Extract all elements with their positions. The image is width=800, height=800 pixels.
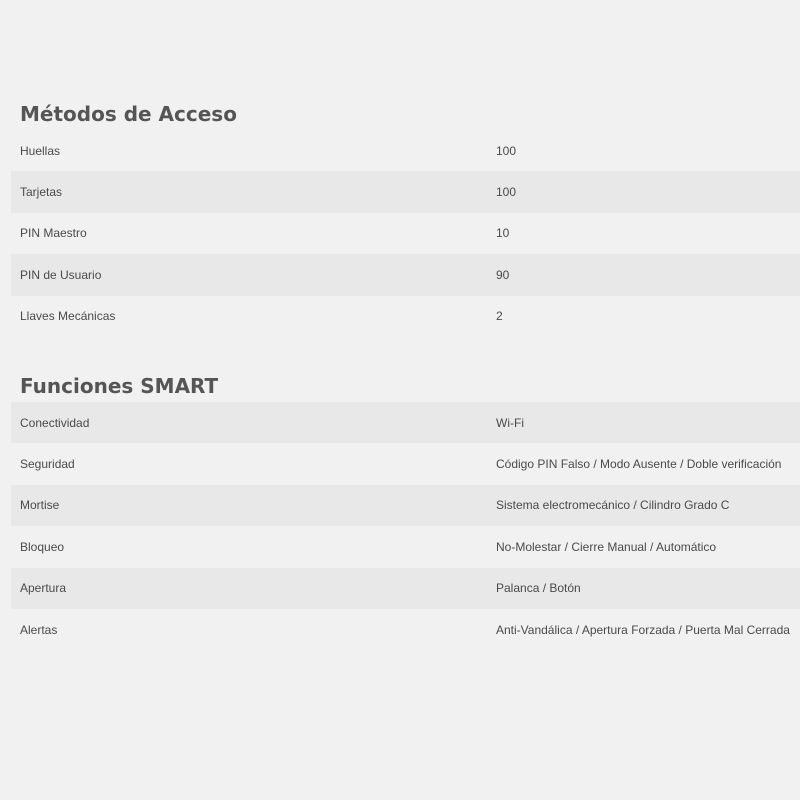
row-label: Conectividad [11, 402, 496, 443]
table-row [11, 402, 800, 443]
row-value: 2 [496, 309, 503, 324]
row-value: No-Molestar / Cierre Manual / Automático [496, 539, 717, 554]
row-label: PIN Maestro [20, 226, 87, 241]
row-value: 100 [496, 171, 800, 212]
row-label: Llaves Mecánicas [20, 309, 116, 324]
row-value: Wi-Fi [496, 402, 800, 443]
row-value: Sistema electromecánico / Cilindro Grado C [496, 485, 800, 526]
spec-table [11, 130, 800, 337]
row-value: 100 [496, 143, 517, 158]
row-value: Código PIN Falso / Modo Ausente / Doble verificación [496, 457, 782, 472]
table-row [11, 254, 800, 295]
row-label: PIN de Usuario [11, 254, 496, 295]
row-label: Alertas [20, 622, 58, 637]
table-row [11, 213, 800, 254]
section-title: Métodos de Acceso [20, 102, 237, 126]
row-value: Anti-Vandálica / Apertura Forzada / Puerta Mal Cerrada [496, 622, 790, 637]
row-value: 90 [496, 254, 800, 295]
row-label: Mortise [11, 485, 496, 526]
table-row [11, 130, 800, 171]
table-row [11, 609, 800, 650]
section-title: Funciones SMART [20, 374, 219, 398]
section-funciones-smart [11, 370, 800, 650]
row-label: Apertura [11, 568, 496, 609]
row-value: 10 [496, 226, 510, 241]
row-label: Bloqueo [20, 539, 65, 554]
row-value: Palanca / Botón [496, 568, 800, 609]
row-label: Tarjetas [11, 171, 496, 212]
table-row [11, 171, 800, 212]
row-label: Seguridad [20, 457, 75, 472]
table-row [11, 443, 800, 484]
row-label: Huellas [20, 143, 61, 158]
spec-table [11, 402, 800, 650]
table-row [11, 296, 800, 337]
table-row [11, 526, 800, 567]
table-row [11, 485, 800, 526]
table-row [11, 568, 800, 609]
section-metodos-de-acceso [11, 98, 800, 337]
